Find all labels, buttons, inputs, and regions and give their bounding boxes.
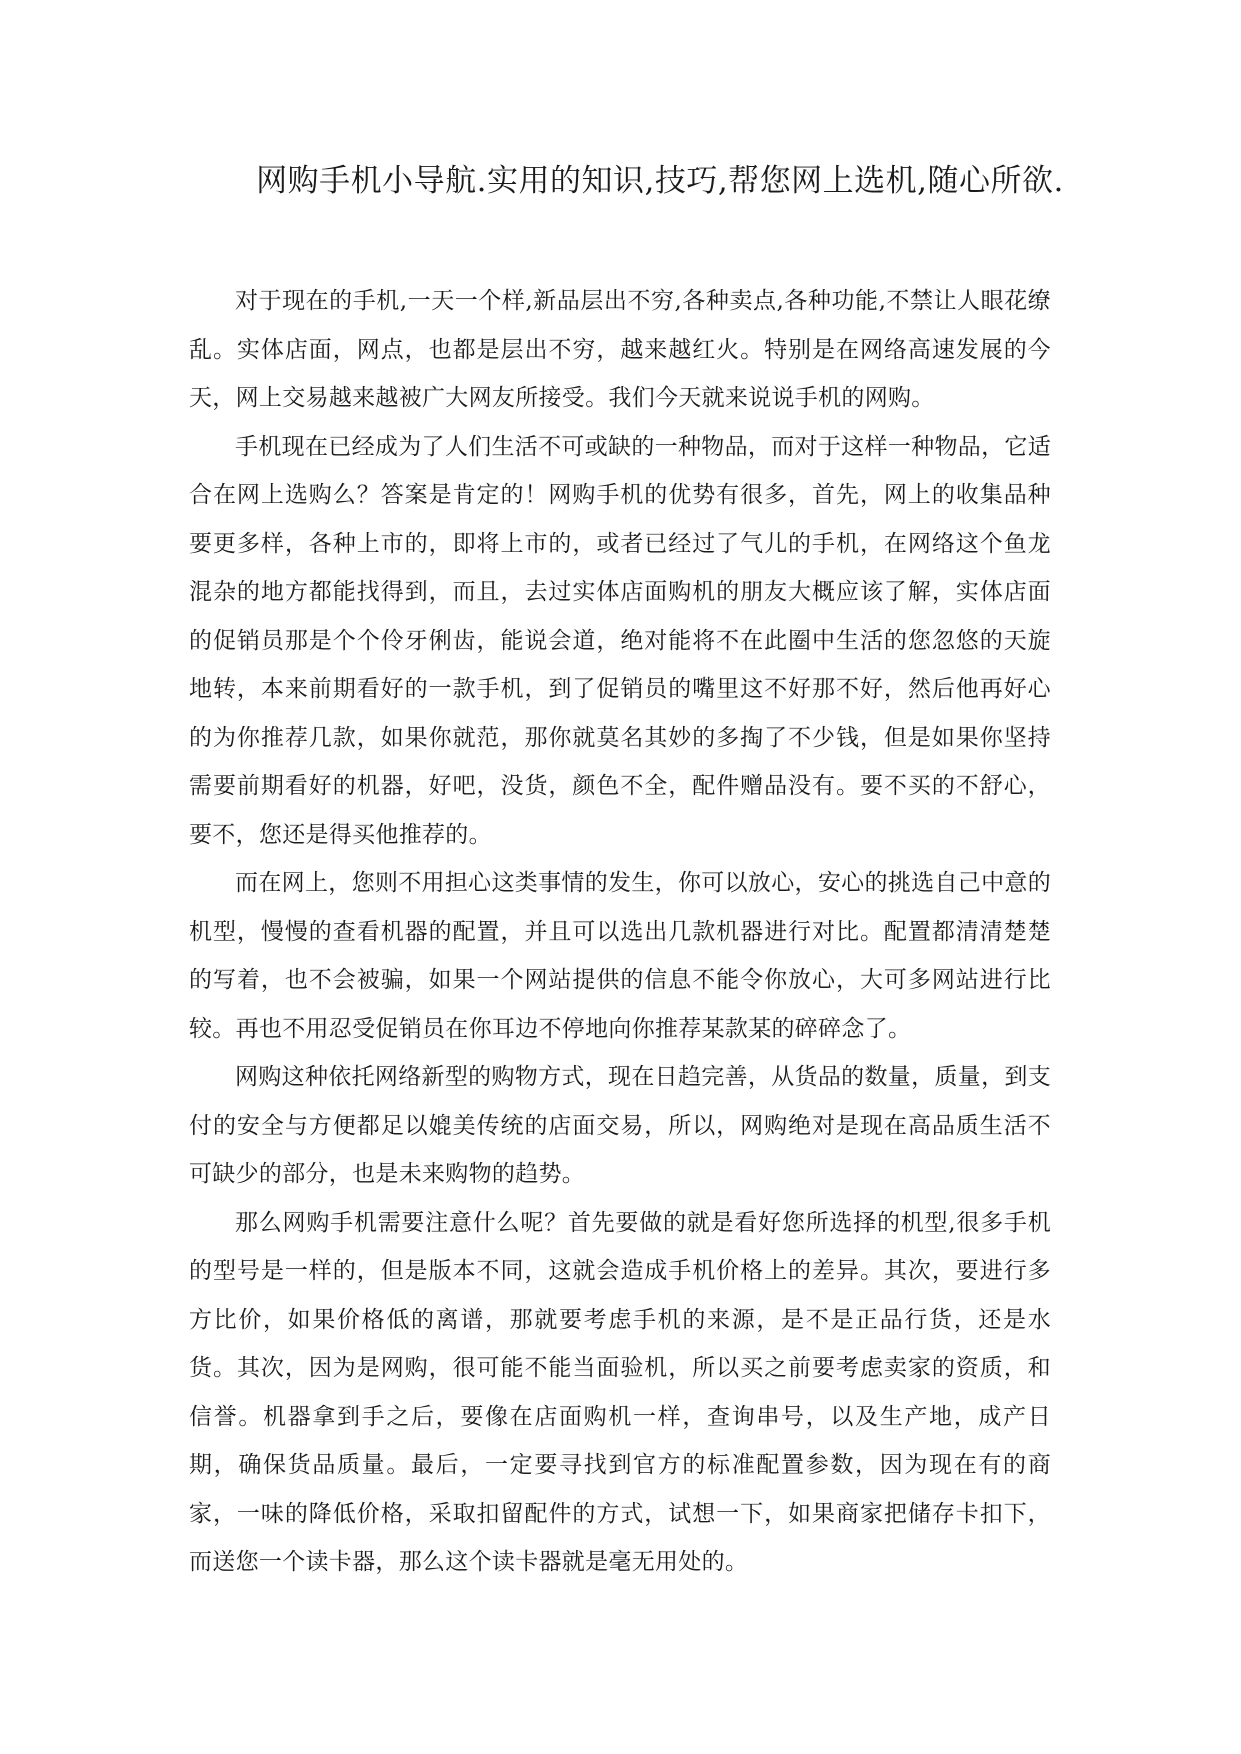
paragraph-4: 网购这种依托网络新型的购物方式，现在日趋完善，从货品的数量，质量，到支付的安全与方便都足以媲美传统的店面交易，所以，网购绝对是现在高品质生活不可缺少的部分，也是未来购物的趋势。 <box>189 1064 1051 1187</box>
paragraph-1: 对于现在的手机,一天一个样,新品层出不穷,各种卖点,各种功能,不禁让人眼花缭乱。实体店面，网点，也都是层出不穷，越来越红火。特别是在网络高速发展的今天，网上交易越来越被广大网友所接受。我们今天就来说说手机的网购。 <box>189 288 1051 411</box>
paragraph-5: 那么网购手机需要注意什么呢？首先要做的就是看好您所选择的机型,很多手机的型号是一样的，但是版本不同，这就会造成手机价格上的差异。其次，要进行多方比价，如果价格低的离谱，那就要考虑手机的来源，是不是正品行货，还是水货。其次，因为是网购，很可能不能当面验机，所以买之前要考虑卖家的资质，和信誉。机器拿到手之后，要像在店面购机一样，查询串号，以及生产地，成产日期，确保货品质量。最后，一定要寻找到官方的标准配置参数，因为现在有的商家，一味的降低价格，采取扣留配件的方式，试想一下，如果商家把储存卡扣下，而送您一个读卡器，那么这个读卡器就是毫无用处的。 <box>189 1209 1051 1575</box>
paragraph-3: 而在网上，您则不用担心这类事情的发生，你可以放心，安心的挑选自己中意的机型，慢慢的查看机器的配置，并且可以选出几款机器进行对比。配置都清清楚楚的写着，也不会被骗，如果一个网站提供的信息不能令你放心，大可多网站进行比较。再也不用忍受促销员在你耳边不停地向你推荐某款某的碎碎念了。 <box>189 870 1051 1042</box>
document-title: 网购手机小导航.实用的知识,技巧,帮您网上选机,随心所欲. <box>256 163 1064 199</box>
paragraph-2: 手机现在已经成为了人们生活不可或缺的一种物品，而对于这样一种物品，它适合在网上选购么？答案是肯定的！网购手机的优势有很多，首先，网上的收集品种要更多样，各种上市的，即将上市的，或者已经过了气儿的手机，在网络这个鱼龙混杂的地方都能找得到，而且，去过实体店面购机的朋友大概应该了解，实体店面的促销员那是个个伶牙俐齿，能说会道，绝对能将不在此圈中生活的您忽悠的天旋地转，本来前期看好的一款手机，到了促销员的嘴里这不好那不好，然后他再好心的为你推荐几款，如果你就范，那你就莫名其妙的多掏了不少钱，但是如果你坚持需要前期看好的机器，好吧，没货，颜色不全，配件赠品没有。要不买的不舒心，要不，您还是得买他推荐的。 <box>189 433 1051 848</box>
document-body <box>189 277 1051 1587</box>
